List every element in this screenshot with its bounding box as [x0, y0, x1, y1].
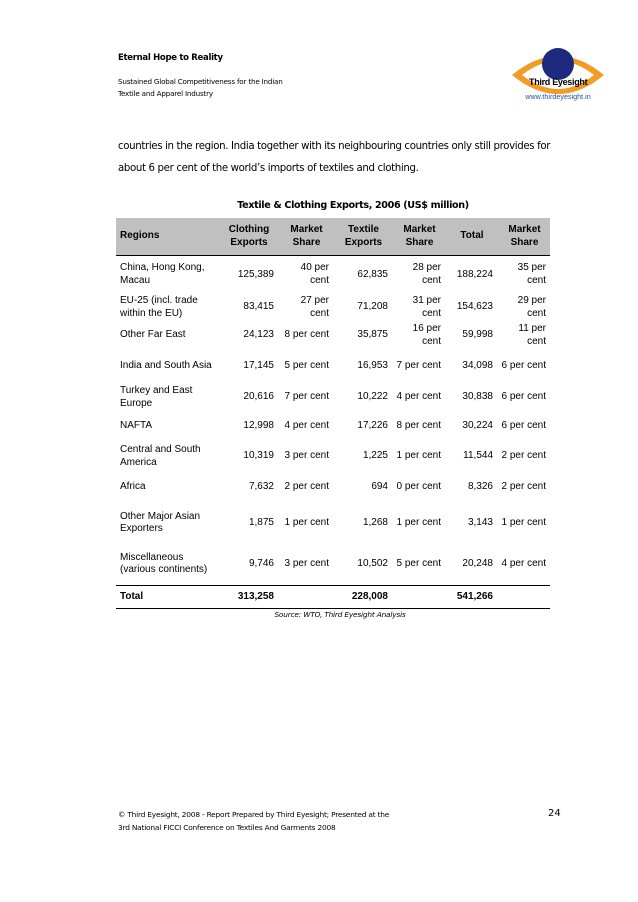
total-cell: 59,998	[462, 329, 493, 341]
clothing-exports-cell: 10,319	[243, 450, 274, 462]
textile-share-cell: 5 per cent	[396, 558, 441, 569]
column-header: Market Share	[278, 218, 333, 256]
table-row	[116, 413, 550, 441]
exports-table	[116, 218, 550, 609]
total-grand-total: 541,266	[445, 586, 497, 609]
column-header: Textile Exports	[333, 218, 392, 256]
total-share-cell: 2 per cent	[501, 481, 546, 493]
total-share-cell: 6 per cent	[501, 359, 546, 371]
textile-exports-cell: 16,953	[357, 359, 388, 371]
table-row	[116, 322, 550, 350]
region-cell: India and South Asia	[120, 359, 212, 371]
total-cell: 188,224	[456, 268, 493, 280]
table-header-row	[116, 218, 550, 256]
report-subtitle-line2: Textile and Apparel Industry	[118, 89, 213, 98]
clothing-share-cell: 2 per cent	[284, 481, 329, 493]
clothing-exports-cell: 17,145	[243, 359, 274, 371]
report-subtitle	[118, 76, 283, 100]
total-label: Total	[116, 586, 218, 609]
total-share-cell: 35 per cent	[517, 262, 546, 286]
footer-line-1: © Third Eyesight, 2008 - Report Prepared by Third Eyesight; Presented at the	[118, 810, 390, 819]
total-cell: 3,143	[467, 516, 493, 528]
clothing-share-cell: 40 per cent	[300, 262, 329, 286]
clothing-share-cell: 27 per cent	[300, 295, 329, 319]
column-header: Market Share	[392, 218, 445, 256]
textile-exports-cell: 62,835	[357, 268, 388, 280]
region-cell: EU-25 (incl. trade within the EU)	[120, 295, 198, 319]
textile-share-cell: 4 per cent	[396, 391, 441, 403]
total-share-cell: 1 per cent	[501, 516, 546, 528]
total-share-cell: 6 per cent	[501, 420, 546, 432]
total-share-cell: 2 per cent	[501, 450, 546, 462]
total-empty-cell	[497, 586, 550, 609]
table-row	[116, 294, 550, 322]
table-row	[116, 473, 550, 503]
clothing-exports-cell: 125,389	[237, 268, 274, 280]
logo-brand-name: Third Eyesight	[529, 77, 588, 87]
table-row	[116, 441, 550, 473]
clothing-share-cell: 7 per cent	[284, 391, 329, 403]
report-subtitle-line1: Sustained Global Competitiveness for the Indian	[118, 77, 283, 86]
total-clothing-exports: 313,258	[218, 586, 278, 609]
textile-exports-cell: 35,875	[357, 329, 388, 341]
table-row	[116, 383, 550, 413]
total-cell: 11,544	[463, 450, 493, 462]
clothing-share-cell: 1 per cent	[284, 516, 329, 528]
body-paragraph	[118, 136, 588, 180]
column-header: Clothing Exports	[218, 218, 278, 256]
region-cell: Miscellaneous (various continents)	[120, 551, 208, 576]
table-row	[116, 350, 550, 383]
region-cell: Turkey and East Europe	[120, 385, 193, 409]
textile-exports-cell: 17,226	[357, 420, 388, 432]
table-title: Textile & Clothing Exports, 2006 (US$ million)	[237, 200, 469, 211]
clothing-exports-cell: 12,998	[243, 420, 274, 432]
total-cell: 30,838	[462, 391, 493, 403]
table-row	[116, 256, 550, 294]
column-header: Market Share	[497, 218, 550, 256]
textile-share-cell: 0 per cent	[396, 481, 441, 493]
body-line-1: countries in the region. India together with its neighbouring countries only still provides for	[118, 141, 551, 152]
region-cell: Central and South America	[120, 444, 201, 468]
total-cell: 20,248	[462, 558, 493, 569]
region-cell: China, Hong Kong, Macau	[120, 262, 205, 286]
total-cell: 154,623	[456, 301, 493, 313]
table-row	[116, 544, 550, 586]
clothing-share-cell: 5 per cent	[284, 359, 329, 371]
clothing-exports-cell: 7,632	[248, 481, 274, 493]
body-line-2: about 6 per cent of the world’s imports of textiles and clothing.	[118, 163, 419, 174]
column-header: Regions	[116, 218, 218, 256]
clothing-share-cell: 8 per cent	[284, 329, 329, 341]
page-footer	[118, 808, 389, 834]
page-number: 24	[548, 808, 561, 819]
logo-website-link[interactable]: www.thirdeyesight.in	[525, 92, 591, 101]
table-source-note: Source: WTO, Third Eyesight Analysis	[274, 610, 406, 619]
clothing-exports-cell: 20,616	[243, 391, 274, 403]
region-cell: Africa	[120, 481, 146, 493]
textile-share-cell: 28 per cent	[412, 262, 441, 286]
total-textile-exports: 228,008	[333, 586, 392, 609]
clothing-exports-cell: 9,746	[248, 558, 274, 569]
total-cell: 8,326	[467, 481, 493, 493]
table-row	[116, 503, 550, 544]
textile-exports-cell: 694	[371, 481, 388, 493]
textile-exports-cell: 10,222	[357, 391, 388, 403]
total-row	[116, 586, 550, 609]
region-cell: Other Major Asian Exporters	[120, 510, 201, 534]
clothing-share-cell: 3 per cent	[284, 450, 329, 462]
textile-share-cell: 1 per cent	[396, 450, 441, 462]
region-cell: Other Far East	[120, 329, 186, 341]
clothing-exports-cell: 83,415	[243, 301, 274, 313]
textile-exports-cell: 71,208	[357, 301, 388, 313]
total-share-cell: 11 per cent	[518, 323, 546, 347]
total-share-cell: 4 per cent	[501, 558, 546, 569]
region-cell: NAFTA	[120, 420, 153, 432]
column-header: Total	[445, 218, 497, 256]
clothing-share-cell: 3 per cent	[284, 558, 329, 569]
total-cell: 34,098	[462, 359, 493, 371]
textile-exports-cell: 1,268	[362, 516, 388, 528]
total-empty-cell	[392, 586, 445, 609]
total-share-cell: 29 per cent	[517, 295, 546, 319]
report-title: Eternal Hope to Reality	[118, 53, 223, 63]
textile-exports-cell: 1,225	[362, 450, 388, 462]
total-cell: 30,224	[462, 420, 493, 432]
clothing-exports-cell: 1,875	[248, 516, 274, 528]
textile-share-cell: 16 per cent	[412, 323, 441, 347]
textile-exports-cell: 10,502	[357, 558, 388, 569]
clothing-share-cell: 4 per cent	[284, 420, 329, 432]
total-share-cell: 6 per cent	[501, 391, 546, 403]
total-empty-cell	[278, 586, 333, 609]
clothing-exports-cell: 24,123	[243, 329, 274, 341]
textile-share-cell: 8 per cent	[396, 420, 441, 432]
footer-line-2: 3rd National FICCI Conference on Textiles And Garments 2008	[118, 823, 336, 832]
textile-share-cell: 7 per cent	[396, 359, 441, 371]
textile-share-cell: 31 per cent	[412, 295, 441, 319]
textile-share-cell: 1 per cent	[396, 516, 441, 528]
